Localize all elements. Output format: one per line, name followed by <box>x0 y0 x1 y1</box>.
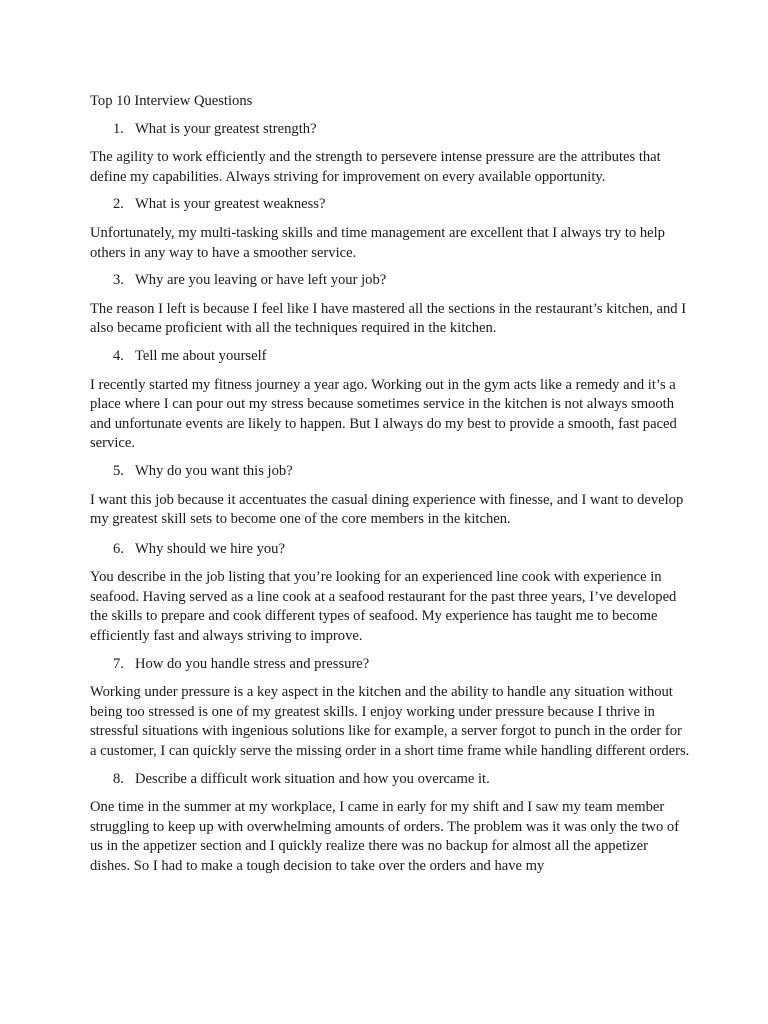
question-number: 1. <box>113 120 124 137</box>
question-text: How do you handle stress and pressure? <box>135 655 370 672</box>
question-number: 3. <box>113 272 124 289</box>
question-8 <box>90 770 690 790</box>
question-text: Why do you want this job? <box>135 462 293 479</box>
answer-8: One time in the summer at my workplace, I came in early for my shift and I saw my team member struggling to keep up with overwhelming amounts of orders. The problem was it was only the two of us in the appetizer section and I quickly realize there was no backup for almost all the appetizer dishes. So I had to make a tough decision to take over the orders and have my <box>90 799 680 874</box>
question-text: What is your greatest strength? <box>135 120 317 137</box>
question-text: Tell me about yourself <box>135 347 267 364</box>
question-text: Why should we hire you? <box>135 540 285 557</box>
question-4 <box>90 347 690 367</box>
answer-1: The agility to work efficiently and the strength to persevere intense pressure are the attributes that define my capabilities. Always striving for improvement on every available opportunity. <box>90 149 661 185</box>
question-number: 2. <box>113 196 124 213</box>
question-text: Why are you leaving or have left your job? <box>135 272 387 289</box>
question-2 <box>90 195 690 215</box>
qa-item-8 <box>90 770 690 877</box>
question-3 <box>90 271 690 291</box>
document-body <box>90 92 690 885</box>
question-text: What is your greatest weakness? <box>135 196 326 213</box>
answer-3: The reason I left is because I feel like I have mastered all the sections in the restaurant’s kitchen, and I also became proficient with all the techniques required in the kitchen. <box>90 300 687 337</box>
answer-7: Working under pressure is a key aspect in the kitchen and the ability to handle any situation without being too stressed is one of my greatest skills. I enjoy working under pressure because I thrive in stressful situations with ingenious solutions like for example, a server forgot to punch in the order for a customer, I can quickly serve the missing order in a short time frame while handling different orders. <box>90 684 690 760</box>
qa-item-4 <box>90 347 690 454</box>
question-text: Describe a difficult work situation and how you overcame it. <box>135 770 490 787</box>
qa-item-7 <box>90 655 690 762</box>
question-1 <box>90 120 690 140</box>
question-number: 6. <box>113 540 124 557</box>
answer-2: Unfortunately, my multi-tasking skills and time management are excellent that I always try to help others in any way to have a smoother service. <box>90 224 665 261</box>
question-number: 5. <box>113 462 124 479</box>
qa-item-5 <box>90 462 690 530</box>
question-5 <box>90 462 690 482</box>
question-number: 8. <box>113 770 124 787</box>
qa-item-1 <box>90 120 690 188</box>
qa-item-2 <box>90 195 690 263</box>
question-number: 4. <box>113 347 124 364</box>
answer-4: I recently started my fitness journey a year ago. Working out in the gym acts like a remedy and it’s a place where I can pour out my stress because sometimes service in the kitchen is not always smooth and unfortunate events are likely to happen. But I always do my best to provide a smooth, fast paced service. <box>90 376 677 452</box>
answer-6: You describe in the job listing that you’re looking for an experienced line cook with experience in seafood. Having served as a line cook at a seafood restaurant for the past three years, I’ve developed the skills to prepare and cook different types of seafood. My experience has taught me to become efficiently fast and always striving to improve. <box>90 569 677 645</box>
question-6 <box>90 540 690 560</box>
qa-item-6 <box>90 540 690 647</box>
answer-5: I want this job because it accentuates the casual dining experience with finesse, and I want to develop my greatest skill sets to become one of the core members in the kitchen. <box>90 491 684 528</box>
document-title: Top 10 Interview Questions <box>90 93 253 109</box>
qa-item-3 <box>90 271 690 339</box>
question-7 <box>90 655 690 675</box>
question-number: 7. <box>113 655 124 672</box>
